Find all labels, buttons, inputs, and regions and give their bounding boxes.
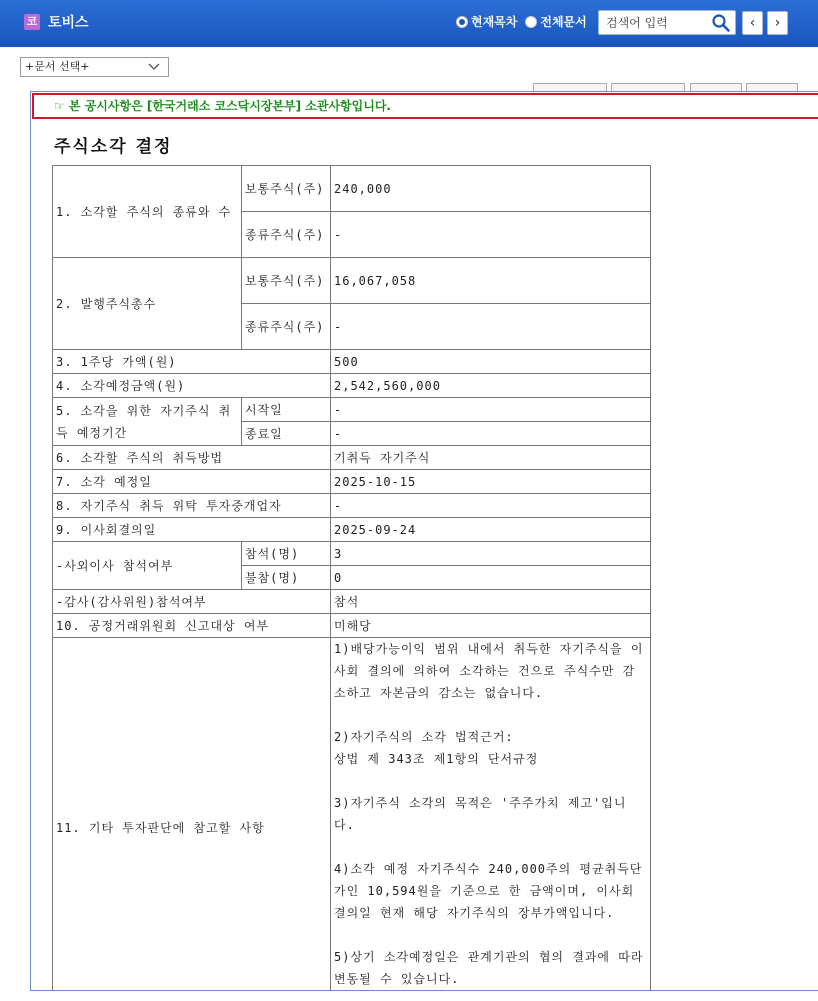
sub-label: 불참(명) xyxy=(242,566,331,590)
prev-button[interactable]: ‹ xyxy=(742,11,763,35)
sub-label: 종류주식(주) xyxy=(242,212,331,258)
table-row xyxy=(53,638,651,992)
table-row xyxy=(53,166,651,212)
cell-value: - xyxy=(331,212,651,258)
radio-current-label: 현재목차 xyxy=(471,15,518,29)
radio-unchecked-icon[interactable] xyxy=(525,16,537,28)
row-label: 7. 소각 예정일 xyxy=(53,470,331,494)
cell-value: 미해당 xyxy=(331,614,651,638)
table-row xyxy=(53,350,651,374)
row-label: 2. 발행주식총수 xyxy=(53,258,242,350)
sub-label: 시작일 xyxy=(242,398,331,422)
cell-value: 참석 xyxy=(331,590,651,614)
remarks-cell xyxy=(331,638,651,992)
table-row xyxy=(53,446,651,470)
document-select-value: +문서 선택+ xyxy=(25,60,90,73)
sub-label: 종류주식(주) xyxy=(242,304,331,350)
cell-value: 기취득 자기주식 xyxy=(331,446,651,470)
table-row xyxy=(53,590,651,614)
chevron-down-icon xyxy=(148,62,160,72)
app-header xyxy=(0,0,818,47)
app-logo-icon: 코 xyxy=(24,14,40,30)
row-label: 6. 소각할 주식의 취득방법 xyxy=(53,446,331,470)
row-label: 1. 소각할 주식의 종류와 수 xyxy=(53,166,242,258)
sub-label: 종료일 xyxy=(242,422,331,446)
cell-value: 2025-10-15 xyxy=(331,470,651,494)
document-select[interactable] xyxy=(20,57,169,77)
row-label: 10. 공정거래위원회 신고대상 여부 xyxy=(53,614,331,638)
row-label: 5. 소각을 위한 자기주식 취득 예정기간 xyxy=(53,398,242,446)
table-row xyxy=(53,470,651,494)
remark-paragraph: 3)자기주식 소각의 목적은 '주주가치 제고'입니다. xyxy=(334,796,627,832)
cell-value: 2,542,560,000 xyxy=(331,374,651,398)
table-row xyxy=(53,518,651,542)
row-label: 8. 자기주식 취득 위탁 투자중개업자 xyxy=(53,494,331,518)
row-label: -사외이사 참석여부 xyxy=(53,542,242,590)
row-label: 3. 1주당 가액(원) xyxy=(53,350,331,374)
cell-value: 0 xyxy=(331,566,651,590)
cell-value: 3 xyxy=(331,542,651,566)
radio-checked-icon[interactable] xyxy=(456,16,468,28)
sub-label: 보통주식(주) xyxy=(242,258,331,304)
row-label: 4. 소각예정금액(원) xyxy=(53,374,331,398)
remark-paragraph: 2)자기주식의 소각 법적근거: xyxy=(334,730,514,744)
cell-value: - xyxy=(331,304,651,350)
row-label: -감사(감사위원)참석여부 xyxy=(53,590,331,614)
radio-all-label: 전체문서 xyxy=(540,15,587,29)
search-icon[interactable] xyxy=(711,13,731,33)
search-input[interactable] xyxy=(599,11,711,34)
radio-current-toc[interactable] xyxy=(456,13,517,30)
notice-banner: ☞ 본 공시사항은 [한국거래소 코스닥시장본부] 소관사항입니다. xyxy=(32,93,818,119)
sub-label: 보통주식(주) xyxy=(242,166,331,212)
table-row xyxy=(53,398,651,422)
table-row xyxy=(53,614,651,638)
cell-value: 2025-09-24 xyxy=(331,518,651,542)
table-row xyxy=(53,258,651,304)
next-button[interactable]: › xyxy=(767,11,788,35)
remark-paragraph: 상법 제 343조 제1항의 단서규정 xyxy=(334,752,539,766)
remark-paragraph: 1)배당가능이익 범위 내에서 취득한 자기주식을 이사회 결의에 의하여 소각하는 건으로 주식수만 감소하고 자본금의 감소는 없습니다. xyxy=(334,642,644,700)
search-box xyxy=(598,10,736,35)
scope-radio-group xyxy=(456,13,587,30)
page-title: 주식소각 결정 xyxy=(54,137,173,157)
document-viewer xyxy=(30,91,818,991)
radio-full-document[interactable] xyxy=(525,13,586,30)
cell-value: 16,067,058 xyxy=(331,258,651,304)
table-row xyxy=(53,374,651,398)
cell-value: 240,000 xyxy=(331,166,651,212)
remark-paragraph: 5)상기 소각예정일은 관계기관의 협의 결과에 따라 변동될 수 있습니다. xyxy=(334,950,644,986)
cell-value: - xyxy=(331,422,651,446)
cell-value: 500 xyxy=(331,350,651,374)
cell-value: - xyxy=(331,398,651,422)
row-label: 11. 기타 투자판단에 참고할 사항 xyxy=(53,638,331,992)
remark-paragraph: 4)소각 예정 자기주식수 240,000주의 평균취득단가인 10,594원을 기준으로 한 금액이며, 이사회 결의일 현재 해당 자기주식의 장부가액입니다. xyxy=(334,862,643,920)
table-row xyxy=(53,494,651,518)
table-row xyxy=(53,542,651,566)
app-title: 토비스 xyxy=(48,15,89,31)
cell-value: - xyxy=(331,494,651,518)
disclosure-table xyxy=(52,165,651,991)
row-label: 9. 이사회결의일 xyxy=(53,518,331,542)
sub-label: 참석(명) xyxy=(242,542,331,566)
